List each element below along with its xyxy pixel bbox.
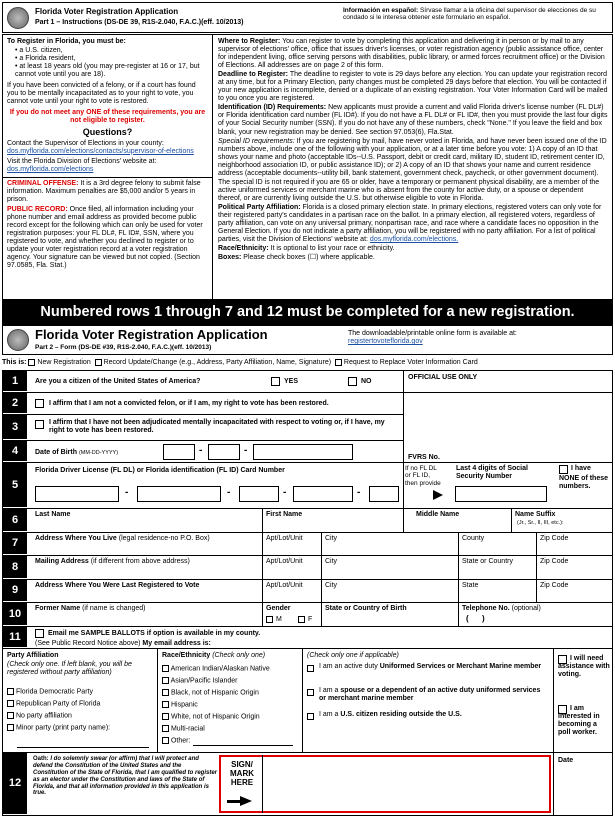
race-option: Hispanic xyxy=(162,701,198,709)
middle-name-label: Middle Name xyxy=(416,511,460,518)
zip-label: Zip Code xyxy=(540,535,569,542)
birth-place-label: State or Country of Birth xyxy=(325,605,407,612)
sample-ballot-checkbox[interactable] xyxy=(35,629,44,638)
dl-segment-2[interactable] xyxy=(137,486,221,502)
incapacity-affirm-text: I affirm that I have not been adjudicated mentally incapacitated with respect to voting or, if I have, my right to vote has been restored. xyxy=(49,419,385,435)
spanish-label: Información en español: xyxy=(343,7,419,14)
new-registration-checkbox[interactable] xyxy=(28,359,35,366)
apt-label: Apt/Lot/Unit xyxy=(266,535,303,542)
dl-segment-5[interactable] xyxy=(369,486,399,502)
row-number: 12 xyxy=(3,753,27,815)
row-8 xyxy=(3,556,612,580)
row-number: 9 xyxy=(3,580,27,602)
last-registered-label: Address Where You Were Last Registered to Vote xyxy=(35,582,200,589)
id-requirements: Identification (ID) Requirements: New applicants must provide a current and valid Florida driver's license number (FL DL#) or Florida identification card number (FL ID#). If you do not have a FL DL# or FL ID#, then you must provide the last four digits of your Social Security number (SSN). If you do not have any of these numbers, check "None." If you leave the field and box blank, your new registration may be denied. See section 97.053(6), Fla.Stat. xyxy=(218,104,608,136)
required-rows-banner: Numbered rows 1 through 7 and 12 must be completed for a new registration. xyxy=(2,300,613,325)
record-update-checkbox[interactable] xyxy=(95,359,102,366)
row-number: 6 xyxy=(3,509,27,532)
overseas-checkbox[interactable] xyxy=(307,713,314,720)
row-number: 11 xyxy=(3,627,27,648)
race-checkbox[interactable] xyxy=(162,737,169,744)
row-number: 7 xyxy=(3,533,27,555)
citizen-question: Are you a citizen of the United States of America? xyxy=(35,378,201,385)
city-label: City xyxy=(325,582,338,589)
active-duty-text: I am an active duty Uniformed Services or Merchant Marine member xyxy=(319,663,542,670)
register-title: To Register in Florida, you must be: xyxy=(7,38,126,45)
race-option: Asian/Pacific Islander xyxy=(162,677,237,685)
gender-label: Gender xyxy=(266,605,291,612)
dob-day-field[interactable] xyxy=(208,444,240,460)
row-10: 10 Former Name (if name is changed) Gender M F State or Country of Birth Telephone No. (optional) ( ) xyxy=(3,603,612,627)
race-checkbox[interactable] xyxy=(162,725,169,732)
dl-segment-3[interactable] xyxy=(239,486,279,502)
none-label: NONE of these numbers. xyxy=(559,475,609,491)
visit-link[interactable]: dos.myflorida.com/elections xyxy=(7,165,94,173)
zip-label: Zip Code xyxy=(540,558,569,565)
row-9 xyxy=(3,580,612,603)
i-have-label: I have xyxy=(571,465,591,472)
dl-segment-4[interactable] xyxy=(293,486,353,502)
active-duty-checkbox[interactable] xyxy=(307,665,314,672)
party-title: Party Affiliation xyxy=(7,652,59,659)
democratic-checkbox[interactable] xyxy=(7,688,14,695)
boxes-info: Boxes: Please check boxes (☐) where applicable. xyxy=(218,254,375,262)
no-party-checkbox[interactable] xyxy=(7,712,14,719)
poll-worker-text: I am interested in becoming a poll worker. xyxy=(558,705,600,737)
suffix-example: (Jr., Sr., II, III, etc.): xyxy=(517,520,564,526)
special-exempt: The special ID is not required if you are 65 or older, have a temporary or permanent physical disability, are a member of the active uniformed services or merchant marine who is absent from the county for active duty, or a spouse or dependent thereof, or are currently living outside the U.S. but otherwise eligible to vote in Florida. xyxy=(218,178,600,202)
date-label: Date xyxy=(558,757,574,764)
overseas-text: I am a U.S. citizen residing outside the U.S. xyxy=(319,711,462,718)
party-option: Republican Party of Florida xyxy=(7,700,100,708)
race-title: Race/Ethnicity (Check only one) xyxy=(162,652,266,659)
row-number: 8 xyxy=(3,556,27,579)
florida-seal-icon xyxy=(7,7,29,29)
first-name-label: First Name xyxy=(266,511,303,518)
form-grid xyxy=(2,370,613,816)
row-2 xyxy=(3,393,403,415)
race-option: Black, not of Hispanic Origin xyxy=(162,689,259,697)
suffix-label: Name Suffix xyxy=(515,511,556,518)
row-number: 10 xyxy=(3,603,27,626)
city-label: City xyxy=(325,558,338,565)
dob-month-field[interactable] xyxy=(163,444,195,460)
application-type: This is: New Registration Record Update/Change (e.g., Address, Party Affiliation, Name, Signature) Request to Replace Voter Information Card xyxy=(2,359,478,366)
republican-checkbox[interactable] xyxy=(7,700,14,707)
row-12 xyxy=(3,753,612,815)
felon-affirm-text: I affirm that I am not a convicted felon, or if I am, my right to vote has been restored. xyxy=(49,400,329,407)
row-number: 3 xyxy=(3,415,27,440)
zip-label: Zip Code xyxy=(540,582,569,589)
arrow-icon xyxy=(433,490,443,500)
sign-here-label: SIGN/ MARK HERE xyxy=(230,760,254,788)
spanish-note xyxy=(343,7,611,22)
party-link[interactable]: dos.myflorida.com/elections. xyxy=(369,236,459,244)
residence-label: Address Where You Live (legal residence-no P.O. Box) xyxy=(35,535,210,542)
minor-party-checkbox[interactable] xyxy=(7,724,14,731)
military-note: (Check only one if applicable) xyxy=(307,652,399,659)
spouse-dependent-text: I am a spouse or a dependent of an active duty uniformed services or merchant marine member xyxy=(319,687,541,703)
row-6 xyxy=(3,509,612,533)
replace-card-checkbox[interactable] xyxy=(335,359,342,366)
row-3 xyxy=(3,415,403,441)
part2-subtitle: Part 2 – Form (DS-DE #39, R1S-2.040, F.A.C.)(eff. 10/2013) xyxy=(35,344,212,351)
former-name-label: Former Name (if name is changed) xyxy=(35,605,146,612)
county-label: County xyxy=(462,535,485,542)
row-4: 4 Date of Birth (MM-DD-YYYY) - - FVRS No. xyxy=(3,441,612,463)
deadline: Deadline to Register: The deadline to register to vote is 29 days before any election. You can update your registration record at any time, but for a Primary Election, party changes must be completed 29 days before that election. You will be contacted if your new application is incomplete, denied or a duplicate of an existing registration. Your Voter Information Card will be mailed to you once you are registered. xyxy=(218,71,608,103)
no-label: NO xyxy=(361,378,372,385)
spanish-text: Sírvase llamar a la oficina del supervisor de elecciones de su condado si le interesa obtener este formulario en español. xyxy=(343,7,596,22)
race-checkbox[interactable] xyxy=(162,713,169,720)
ssn-label: Last 4 digits of Social Security Number xyxy=(456,465,528,481)
part2-title: Florida Voter Registration Application xyxy=(35,327,268,342)
if-no-id-text: If no FL DL or FL ID, then provide xyxy=(405,465,441,487)
row-7 xyxy=(3,533,612,556)
row-number: 4 xyxy=(3,441,27,462)
race-option: Multi-racial xyxy=(162,725,205,733)
citizen-no-checkbox[interactable] xyxy=(348,377,357,386)
fl-dl-label: Florida Driver License (FL DL) or Florida identification (FL ID) Card Number xyxy=(35,467,285,474)
mailing-label: Mailing Address (if different from above address) xyxy=(35,558,190,565)
minor-party-line[interactable] xyxy=(17,747,149,748)
row-1 xyxy=(3,371,612,393)
part1-subtitle: Part 1 – Instructions (DS-DE 39, R1S-2.040, F.A.C.)(eff. 10/2013) xyxy=(35,19,244,26)
citizen-yes-checkbox[interactable] xyxy=(271,377,280,386)
contact-text: Contact the Supervisor of Elections in your county: xyxy=(7,139,164,147)
official-use-label: OFFICIAL USE ONLY xyxy=(408,374,478,381)
affiliation-block xyxy=(3,649,612,753)
row-11 xyxy=(3,627,612,649)
part2-header xyxy=(2,325,613,355)
florida-seal-icon xyxy=(7,329,29,351)
none-checkbox[interactable] xyxy=(559,465,568,474)
where-to-register: Where to Register: You can register to vote by completing this application and delivering it in person or by mail to any supervisor of elections' office, office that issues driver's licenses, or voter registration agency (public assistance office, center for independent living, office serving persons with disabilities, public library, or armed forces recruitment office) or the Division of Elections. All addresses are on page 2 of this form. xyxy=(218,38,605,70)
criminal-offense: CRIMINAL OFFENSE: It is a 3rd degree felony to submit false information. Maximum penalties are $5,000 and/or 5 years in prison. xyxy=(7,180,201,204)
yes-label: YES xyxy=(284,378,299,385)
race-checkbox[interactable] xyxy=(162,701,169,708)
race-checkbox[interactable] xyxy=(162,677,169,684)
not-eligible-text: If you do not meet any ONE of these requirements, you are not eligible to register. xyxy=(9,109,206,125)
race-info: Race/Ethnicity: It is optional to list your race or ethnicity. xyxy=(218,245,395,253)
row-number: 2 xyxy=(3,393,27,414)
fvrs-label: FVRS No. xyxy=(408,454,440,461)
ssn-last4-field[interactable] xyxy=(455,486,547,502)
party-note: (Check only one. If left blank, you will be registered without party affiliation) xyxy=(7,661,132,677)
city-label: City xyxy=(325,535,338,542)
apt-label: Apt/Lot/Unit xyxy=(266,582,303,589)
spouse-dependent-checkbox[interactable] xyxy=(307,689,314,696)
state-label: State xyxy=(462,582,479,589)
requirement-item: • at least 18 years old (you may pre-register at 16 or 17, but cannot vote until you are 18). xyxy=(15,63,200,79)
download-link[interactable]: registertovoteflorida.gov xyxy=(348,338,423,346)
instructions xyxy=(2,34,613,300)
race-checkbox[interactable] xyxy=(162,689,169,696)
party-affiliation-info: Political Party Affiliation: Florida is a closed primary election state. In primary elections, registered voters can only vote for their registered party's candidates in a partisan race on the ballot. In a primary election, all registered voters, regardless of party affiliation, can vote on any universal primary, nonpartisan race, and race where a candidate faces no opposition in the General Election. If you do not indicate a party affiliation, you will be registered with no party affiliation. For a list of political parties, visit the Division of Elections' website at: dos.myflorida.com/elections. xyxy=(218,203,602,244)
row-number: 1 xyxy=(3,371,27,392)
party-option: No party affiliation xyxy=(7,712,72,720)
signature-box[interactable] xyxy=(219,755,551,813)
last-name-label: Last Name xyxy=(35,511,71,518)
telephone-label: Telephone No. (optional) xyxy=(462,605,541,612)
requirements-list xyxy=(7,47,208,79)
race-checkbox[interactable] xyxy=(162,665,169,672)
dob-label: Date of Birth (MM-DD-YYYY) xyxy=(35,449,119,456)
gender-m-checkbox[interactable] xyxy=(266,616,273,623)
email-line: (See Public Record Notice above) My email address is: xyxy=(35,640,211,647)
party-option: Minor party (print party name): xyxy=(7,724,110,732)
row-number: 5 xyxy=(3,463,27,508)
gender-f-checkbox[interactable] xyxy=(298,616,305,623)
state-label: State or Country xyxy=(462,558,513,565)
part1-header xyxy=(2,2,613,33)
instructions-left xyxy=(3,35,213,299)
questions-heading: Questions? xyxy=(82,127,133,138)
instructions-right xyxy=(214,35,612,299)
requirement-item: • a U.S. citizen, xyxy=(15,47,63,55)
party-option: Florida Democratic Party xyxy=(7,688,93,696)
this-is-label: This is: xyxy=(2,359,27,366)
race-option: White, not of Hispanic Origin xyxy=(162,713,260,721)
contact-link[interactable]: dos.myflorida.com/elections/contacts/supervisor-of-elections xyxy=(7,147,194,155)
oath-text: Oath: I do solemnly swear (or affirm) that I will protect and defend the Constitution of the United States and the Constitution of the State of Florida, that I am qualified to register as an elector under the Constitution and laws of the State of Florida, and that all information provided in this application is true. xyxy=(33,756,218,797)
assistance-text: I will need assistance with voting. xyxy=(558,655,610,679)
felony-text: If you have been convicted of a felony, or if a court has found you to be mentally incapacitated as to your right to vote, you cannot vote until your right to vote is restored. xyxy=(7,82,196,106)
gender-m-label: M xyxy=(276,616,282,623)
incapacity-affirm-checkbox[interactable] xyxy=(35,420,44,429)
requirement-item: • a Florida resident, xyxy=(15,55,76,63)
apt-label: Apt/Lot/Unit xyxy=(266,558,303,565)
race-option: American Indian/Alaskan Native xyxy=(162,665,270,673)
arrow-icon xyxy=(240,796,252,806)
dl-segment-1[interactable] xyxy=(35,486,119,502)
dob-year-field[interactable] xyxy=(253,444,353,460)
public-record: PUBLIC RECORD: Once filed, all information including your phone number and email address as provided become public record except for the following which can only be used for voter registration purposes: your FL DL#, FL ID#, SSN, where you registered to vote, and whether you declined to register or to update your voter registration record at a voter registration agency. Your signature can be viewed but not copied. (Section 97.0585, Fla. Stat.) xyxy=(7,206,203,270)
download-note: The downloadable/printable online form is available at: registertovoteflorida.gov xyxy=(348,330,608,346)
race-other-line[interactable] xyxy=(193,745,293,746)
gender-f-label: F xyxy=(308,616,313,623)
part1-title: Florida Voter Registration Application xyxy=(35,7,179,16)
felon-affirm-checkbox[interactable] xyxy=(35,399,44,408)
special-id: Special ID requirements: If you are registering by mail, have never voted in Florida, and have never been issued one of the ID numbers above, include one of the following with your application, or at a later time before you vote: 1) A copy of an ID that shows your name and photo (acceptable IDs--U.S. Passport, debit or credit card, military ID, student ID, retirement center ID, neighborhood association ID, or public assistance ID); or 2) A copy of an ID that shows your name and current residence address (acceptable documents--utility bill, bank statement, government check, paycheck, or other government document). xyxy=(218,137,607,177)
row-5: 5 Florida Driver License (FL DL) or Florida identification (FL ID) Card Number - - - - If no FL DL or FL ID, then provide Last 4 digits of Social Security Number I have NONE of these numbers. xyxy=(3,463,612,509)
race-option: Other: xyxy=(162,737,190,745)
visit-text: Visit the Florida Division of Elections' website at: xyxy=(7,157,157,165)
sample-ballot-text: Email me SAMPLE BALLOTS if option is available in my county. xyxy=(48,630,261,637)
